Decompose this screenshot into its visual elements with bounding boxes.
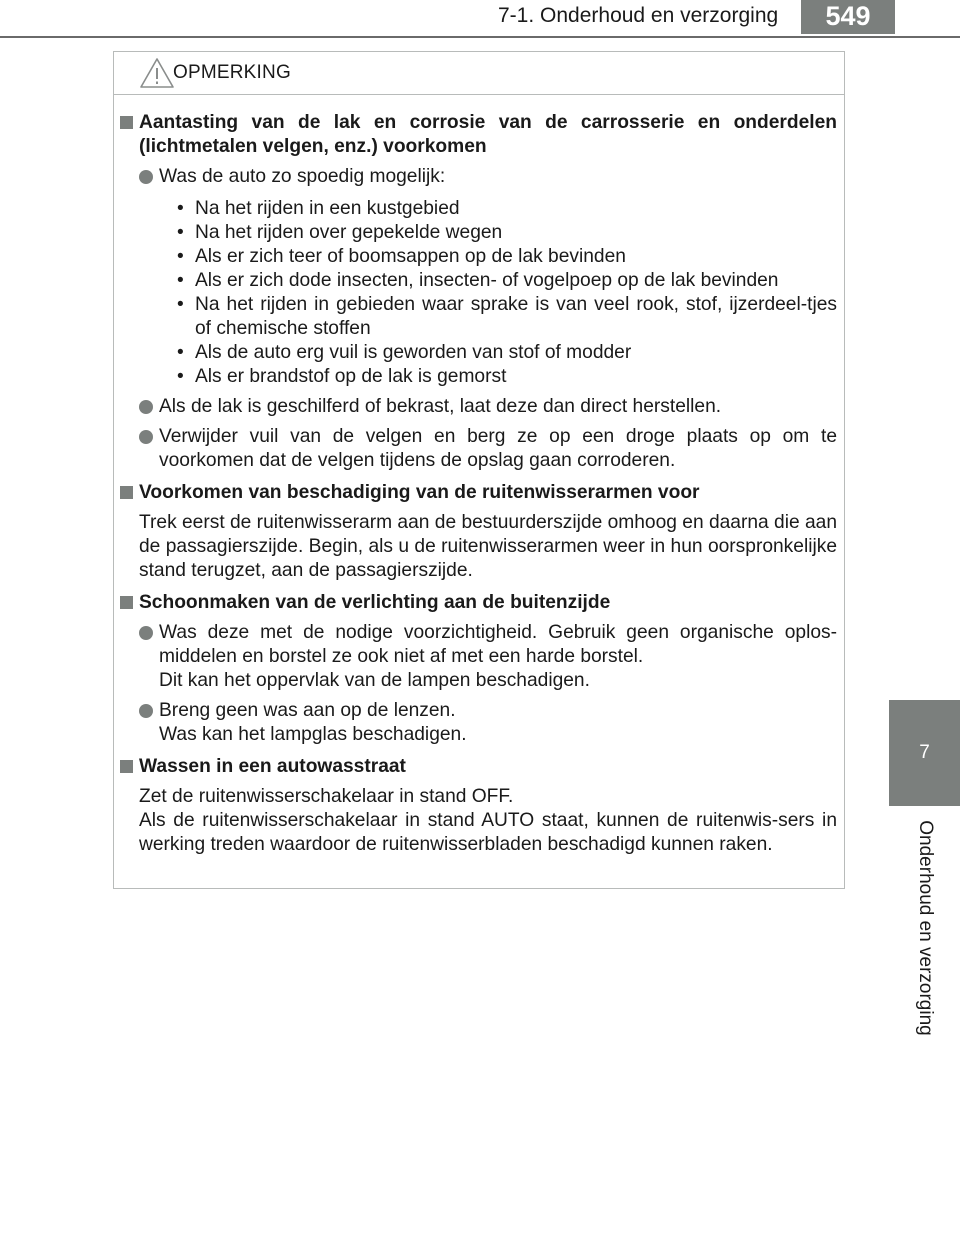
circle-bullet-icon [139, 704, 153, 718]
notice-section [120, 481, 837, 583]
list-item [139, 621, 837, 693]
list-item [139, 395, 837, 419]
warning-triangle-icon [139, 57, 175, 89]
page-number: 549 [801, 0, 895, 34]
list-item [139, 165, 837, 389]
header-divider [0, 36, 960, 38]
list-item [139, 699, 837, 747]
list-item [139, 425, 837, 473]
chapter-number: 7 [919, 742, 930, 763]
square-bullet-icon [120, 116, 133, 129]
chapter-tab-label [889, 806, 960, 1050]
notice-section [120, 755, 837, 857]
bullet-text: Verwijder vuil van de velgen en berg ze op een droge plaats op om te voorkomen dat de velgen tijdens de opslag gaan corroderen. [159, 426, 837, 471]
sub-list [159, 197, 837, 389]
square-bullet-icon [120, 486, 133, 499]
square-bullet-icon [120, 596, 133, 609]
sub-list-item: • Na het rijden in gebieden waar sprake is van veel rook, stof, ijzerdeel-tjes of chemische stoffen [177, 293, 837, 341]
circle-bullet-icon [139, 170, 153, 184]
notice-body [114, 95, 844, 857]
section-title: Wassen in een autowasstraat [139, 756, 406, 777]
notice-section [120, 111, 837, 473]
chapter-tab-number [889, 700, 960, 806]
bullet-text: Was deze met de nodige voorzichtigheid. Gebruik geen organische oplos-middelen en borstel ze ook niet af met een harde borstel. [159, 622, 837, 667]
bullet-text: Als de lak is geschilferd of bekrast, laat deze dan direct herstellen. [159, 396, 722, 417]
notice-header [114, 52, 844, 95]
section-title: Aantasting van de lak en corrosie van de carrosserie en onderdelen (lichtmetalen velgen, enz.) voorkomen [139, 112, 837, 157]
sub-list-item: • Als de auto erg vuil is geworden van stof of modder [177, 341, 837, 365]
section-text-continued: Als de ruitenwisserschakelaar in stand AUTO staat, kunnen de ruitenwis-sers in werking treden waardoor de ruitenwisserbladen beschadigd kunnen raken. [139, 810, 837, 855]
sub-list-item: • Als er brandstof op de lak is gemorst [177, 365, 837, 389]
section-text: Trek eerst de ruitenwisserarm aan de bestuurderszijde omhoog en daarna die aan de passagierszijde. Begin, als u de ruitenwisserarmen weer in hun oorspronkelijke stand terugzet, aan de passagierszijde. [139, 512, 837, 581]
sub-list-item: • Na het rijden in een kustgebied [177, 197, 837, 221]
chapter-title: Onderhoud en verzorging [914, 820, 936, 1036]
section-title: Schoonmaken van de verlichting aan de buitenzijde [139, 592, 611, 613]
sub-list-item: • Na het rijden over gepekelde wegen [177, 221, 837, 245]
bullet-text-note: Was kan het lampglas beschadigen. [159, 724, 467, 745]
circle-bullet-icon [139, 400, 153, 414]
square-bullet-icon [120, 760, 133, 773]
circle-bullet-icon [139, 626, 153, 640]
notice-box [113, 51, 845, 889]
circle-bullet-icon [139, 430, 153, 444]
bullet-text-note: Dit kan het oppervlak van de lampen beschadigen. [159, 670, 590, 691]
running-header-section: 7-1. Onderhoud en verzorging [498, 4, 779, 27]
bullet-text: Was de auto zo spoedig mogelijk: [159, 166, 446, 187]
sub-list-item: • Als er zich dode insecten, insecten- of vogelpoep op de lak bevinden [177, 269, 837, 293]
notice-section [120, 591, 837, 747]
section-title: Voorkomen van beschadiging van de ruitenwisserarmen voor [139, 482, 700, 503]
section-text: Zet de ruitenwisserschakelaar in stand OFF. [139, 786, 514, 807]
notice-title: OPMERKING [173, 62, 291, 83]
sub-list-item: • Als er zich teer of boomsappen op de lak bevinden [177, 245, 837, 269]
bullet-text: Breng geen was aan op de lenzen. [159, 700, 456, 721]
